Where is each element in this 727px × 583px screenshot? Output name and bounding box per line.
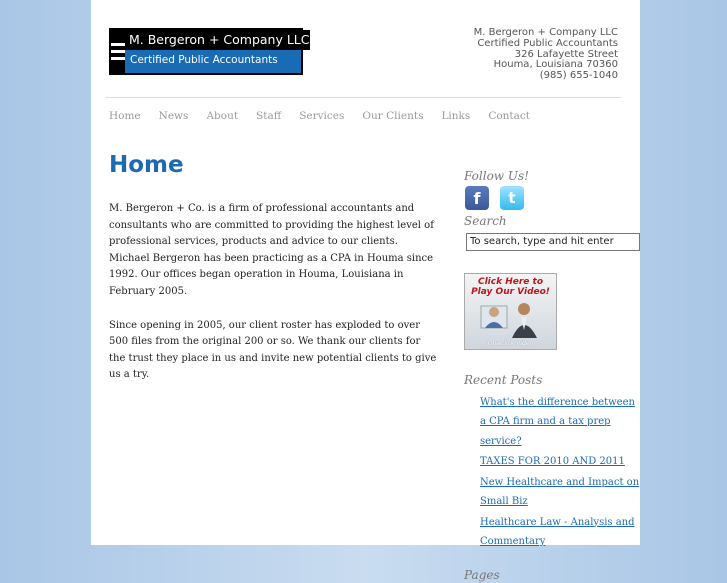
video-line-2: Play Our Video!	[471, 286, 550, 297]
list-item	[480, 510, 640, 549]
recent-posts-title: Recent Posts	[464, 372, 543, 387]
search-title: Search	[464, 214, 507, 228]
video-button-text	[465, 277, 556, 297]
logo-line-2: Certified Public Accountants	[130, 54, 278, 66]
list-item	[480, 449, 640, 469]
sidebar	[464, 168, 640, 583]
facebook-icon[interactable]: f	[465, 186, 489, 210]
follow-us-title: Follow Us!	[464, 169, 529, 183]
address-city: Houma, Louisiana 70360	[493, 59, 618, 71]
logo-mark-icon	[111, 30, 125, 73]
nav-item-links[interactable]: Links	[441, 110, 471, 122]
address-name: M. Bergeron + Company LLC	[473, 27, 618, 38]
recent-post-link[interactable]: Healthcare Law - Analysis and Commentary	[480, 516, 635, 547]
nav-item-about[interactable]: About	[206, 110, 239, 122]
recent-posts-list	[480, 390, 640, 549]
logo-text	[125, 30, 310, 73]
video-brand: OneClick Video	[487, 339, 534, 347]
address-phone: (985) 655-1040	[539, 70, 618, 82]
logo-line-1: M. Bergeron + Company LLC	[125, 30, 310, 50]
address-subtitle: Certified Public Accountants	[477, 37, 618, 49]
nav-item-services[interactable]: Services	[299, 110, 345, 122]
nav-item-news[interactable]: News	[158, 110, 189, 122]
presenters-icon	[479, 300, 543, 338]
header-divider	[106, 97, 621, 98]
social-links	[465, 186, 640, 210]
logo-body	[111, 30, 310, 73]
search-input[interactable]	[466, 233, 640, 251]
main-nav	[109, 108, 548, 124]
list-item	[480, 390, 640, 449]
address-street: 326 Lafayette Street	[514, 48, 618, 60]
play-video-button[interactable]	[464, 273, 557, 350]
twitter-icon[interactable]: t	[500, 186, 524, 210]
page-container	[91, 0, 640, 582]
main-content	[109, 201, 439, 401]
recent-post-link[interactable]: New Healthcare and Impact on Small Biz	[480, 476, 640, 507]
contact-address	[474, 28, 618, 82]
growth-paragraph: Since opening in 2005, our client roster has exploded to over 500 files from the original 200 or so. We thank our clients for the trust they place in us and invite new potential clients to give us a try.	[109, 319, 437, 381]
video-line-1: Click Here to	[477, 276, 544, 287]
page-title: Home	[109, 152, 184, 178]
nav-item-our-clients[interactable]: Our Clients	[362, 110, 424, 122]
list-item	[480, 470, 640, 509]
recent-post-link[interactable]: What's the difference between a CPA firm and a tax prep service?	[480, 396, 635, 447]
nav-item-home[interactable]: Home	[109, 110, 141, 122]
nav-item-staff[interactable]: Staff	[256, 110, 282, 122]
nav-item-contact[interactable]: Contact	[488, 110, 531, 122]
intro-paragraph: M. Bergeron + Co. is a firm of professional accountants and consultants who are committed to providing the highest level of professional services, products and advice to our clients. Michael Bergeron has been practicing as a CPA in Houma since 1992. Our offices began operation in Houma, Louisiana in February 2005.	[109, 203, 434, 297]
pages-title: Pages	[464, 567, 500, 582]
company-logo[interactable]	[109, 28, 310, 75]
recent-post-link[interactable]: TAXES FOR 2010 AND 2011	[480, 456, 625, 467]
